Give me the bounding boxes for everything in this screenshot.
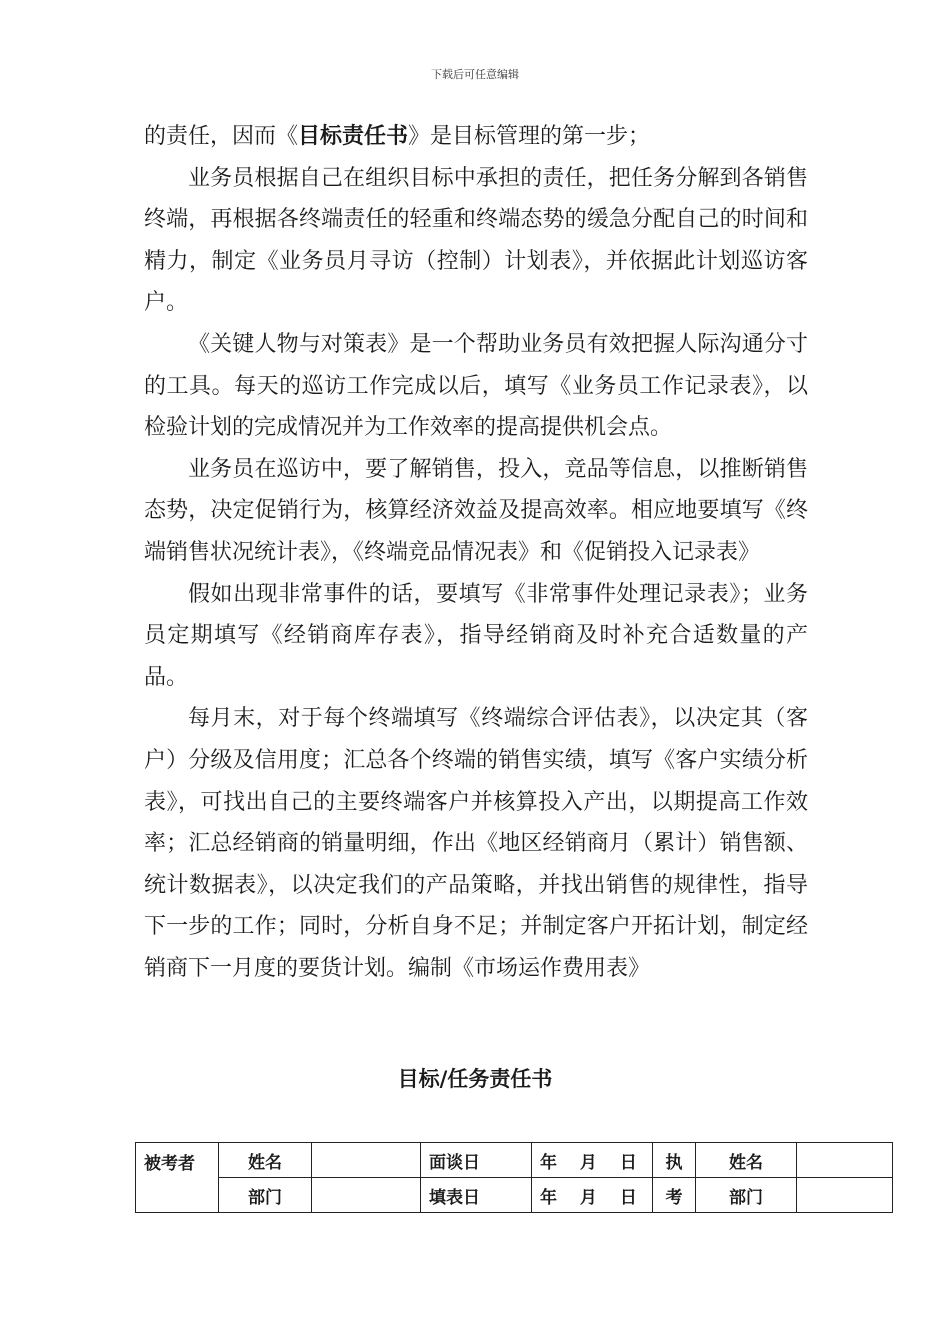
- paragraph-6: 每月末，对于每个终端填写《终端综合评估表》，以决定其（客户）分级及信用度；汇总各个终端的销售实绩，填写《客户实绩分析表》，可找出自己的主要终端客户并核算投入产出，以期提高工作效率；汇总经销商的销量明细，作出《地区经销商月（累计）销售额、统计数据表》，以决定我们的产品策略，并找出销售的规律性，指导下一步的工作；同时，分析自身不足；并制定客户开拓计划，制定经销商下一月度的要货计划。编制《市场运作费用表》: [144, 706, 808, 981]
- dept-value-cell[interactable]: [312, 1178, 421, 1213]
- fill-date-units: 年 月 日: [532, 1178, 653, 1213]
- header-note: 下载后可任意编辑: [431, 68, 519, 81]
- table-row: [136, 1143, 893, 1178]
- name-value-cell[interactable]: [312, 1143, 421, 1178]
- executor-dept-label: 部门: [696, 1178, 797, 1213]
- executor-label-bottom: 考: [653, 1178, 696, 1213]
- interview-date-label: 面谈日: [421, 1143, 532, 1178]
- paragraph-3: 《关键人物与对策表》是一个帮助业务员有效把握人际沟通分寸的工具。每天的巡访工作完成以后，填写《业务员工作记录表》，以检验计划的完成情况并为工作效率的提高提供机会点。: [144, 331, 808, 441]
- form-title: 目标/任务责任书: [397, 1067, 553, 1091]
- dept-label: 部门: [219, 1178, 312, 1213]
- name-label: 姓名: [219, 1143, 312, 1178]
- paragraph-1: [144, 116, 808, 158]
- executor-label-top: 执: [653, 1143, 696, 1178]
- paragraph-2: 业务员根据自己在组织目标中承担的责任，把任务分解到各销售终端，再根据各终端责任的轻重和终端态势的缓急分配自己的时间和精力，制定《业务员月寻访（控制）计划表》，并依据此计划巡访客户。: [144, 165, 808, 316]
- executor-name-value-cell[interactable]: [797, 1143, 893, 1178]
- interview-date-units: 年 月 日: [532, 1143, 653, 1178]
- responsibility-table: [135, 1142, 893, 1213]
- paragraph-5: 假如出现非常事件的话，要填写《非常事件处理记录表》；业务员定期填写《经销商库存表》，指导经销商及时补充合适数量的产品。: [144, 581, 808, 690]
- document-body: [144, 116, 808, 989]
- table-row: [136, 1178, 893, 1213]
- fill-date-label: 填表日: [421, 1178, 532, 1213]
- paragraph-4: 业务员在巡访中，要了解销售，投入，竞品等信息，以推断销售态势，决定促销行为，核算经济效益及提高效率。相应地要填写《终端销售状况统计表》，《终端竞品情况表》和《促销投入记录表》: [144, 456, 808, 565]
- para-1-bold-title: 目标责任书: [298, 123, 409, 149]
- executor-dept-value-cell[interactable]: [797, 1178, 893, 1213]
- executor-name-label: 姓名: [696, 1143, 797, 1178]
- para-1-pre: 的责任，因而《: [144, 124, 299, 149]
- para-1-post: 》是目标管理的第一步；: [408, 124, 651, 149]
- examinee-label: 被考者: [136, 1143, 219, 1213]
